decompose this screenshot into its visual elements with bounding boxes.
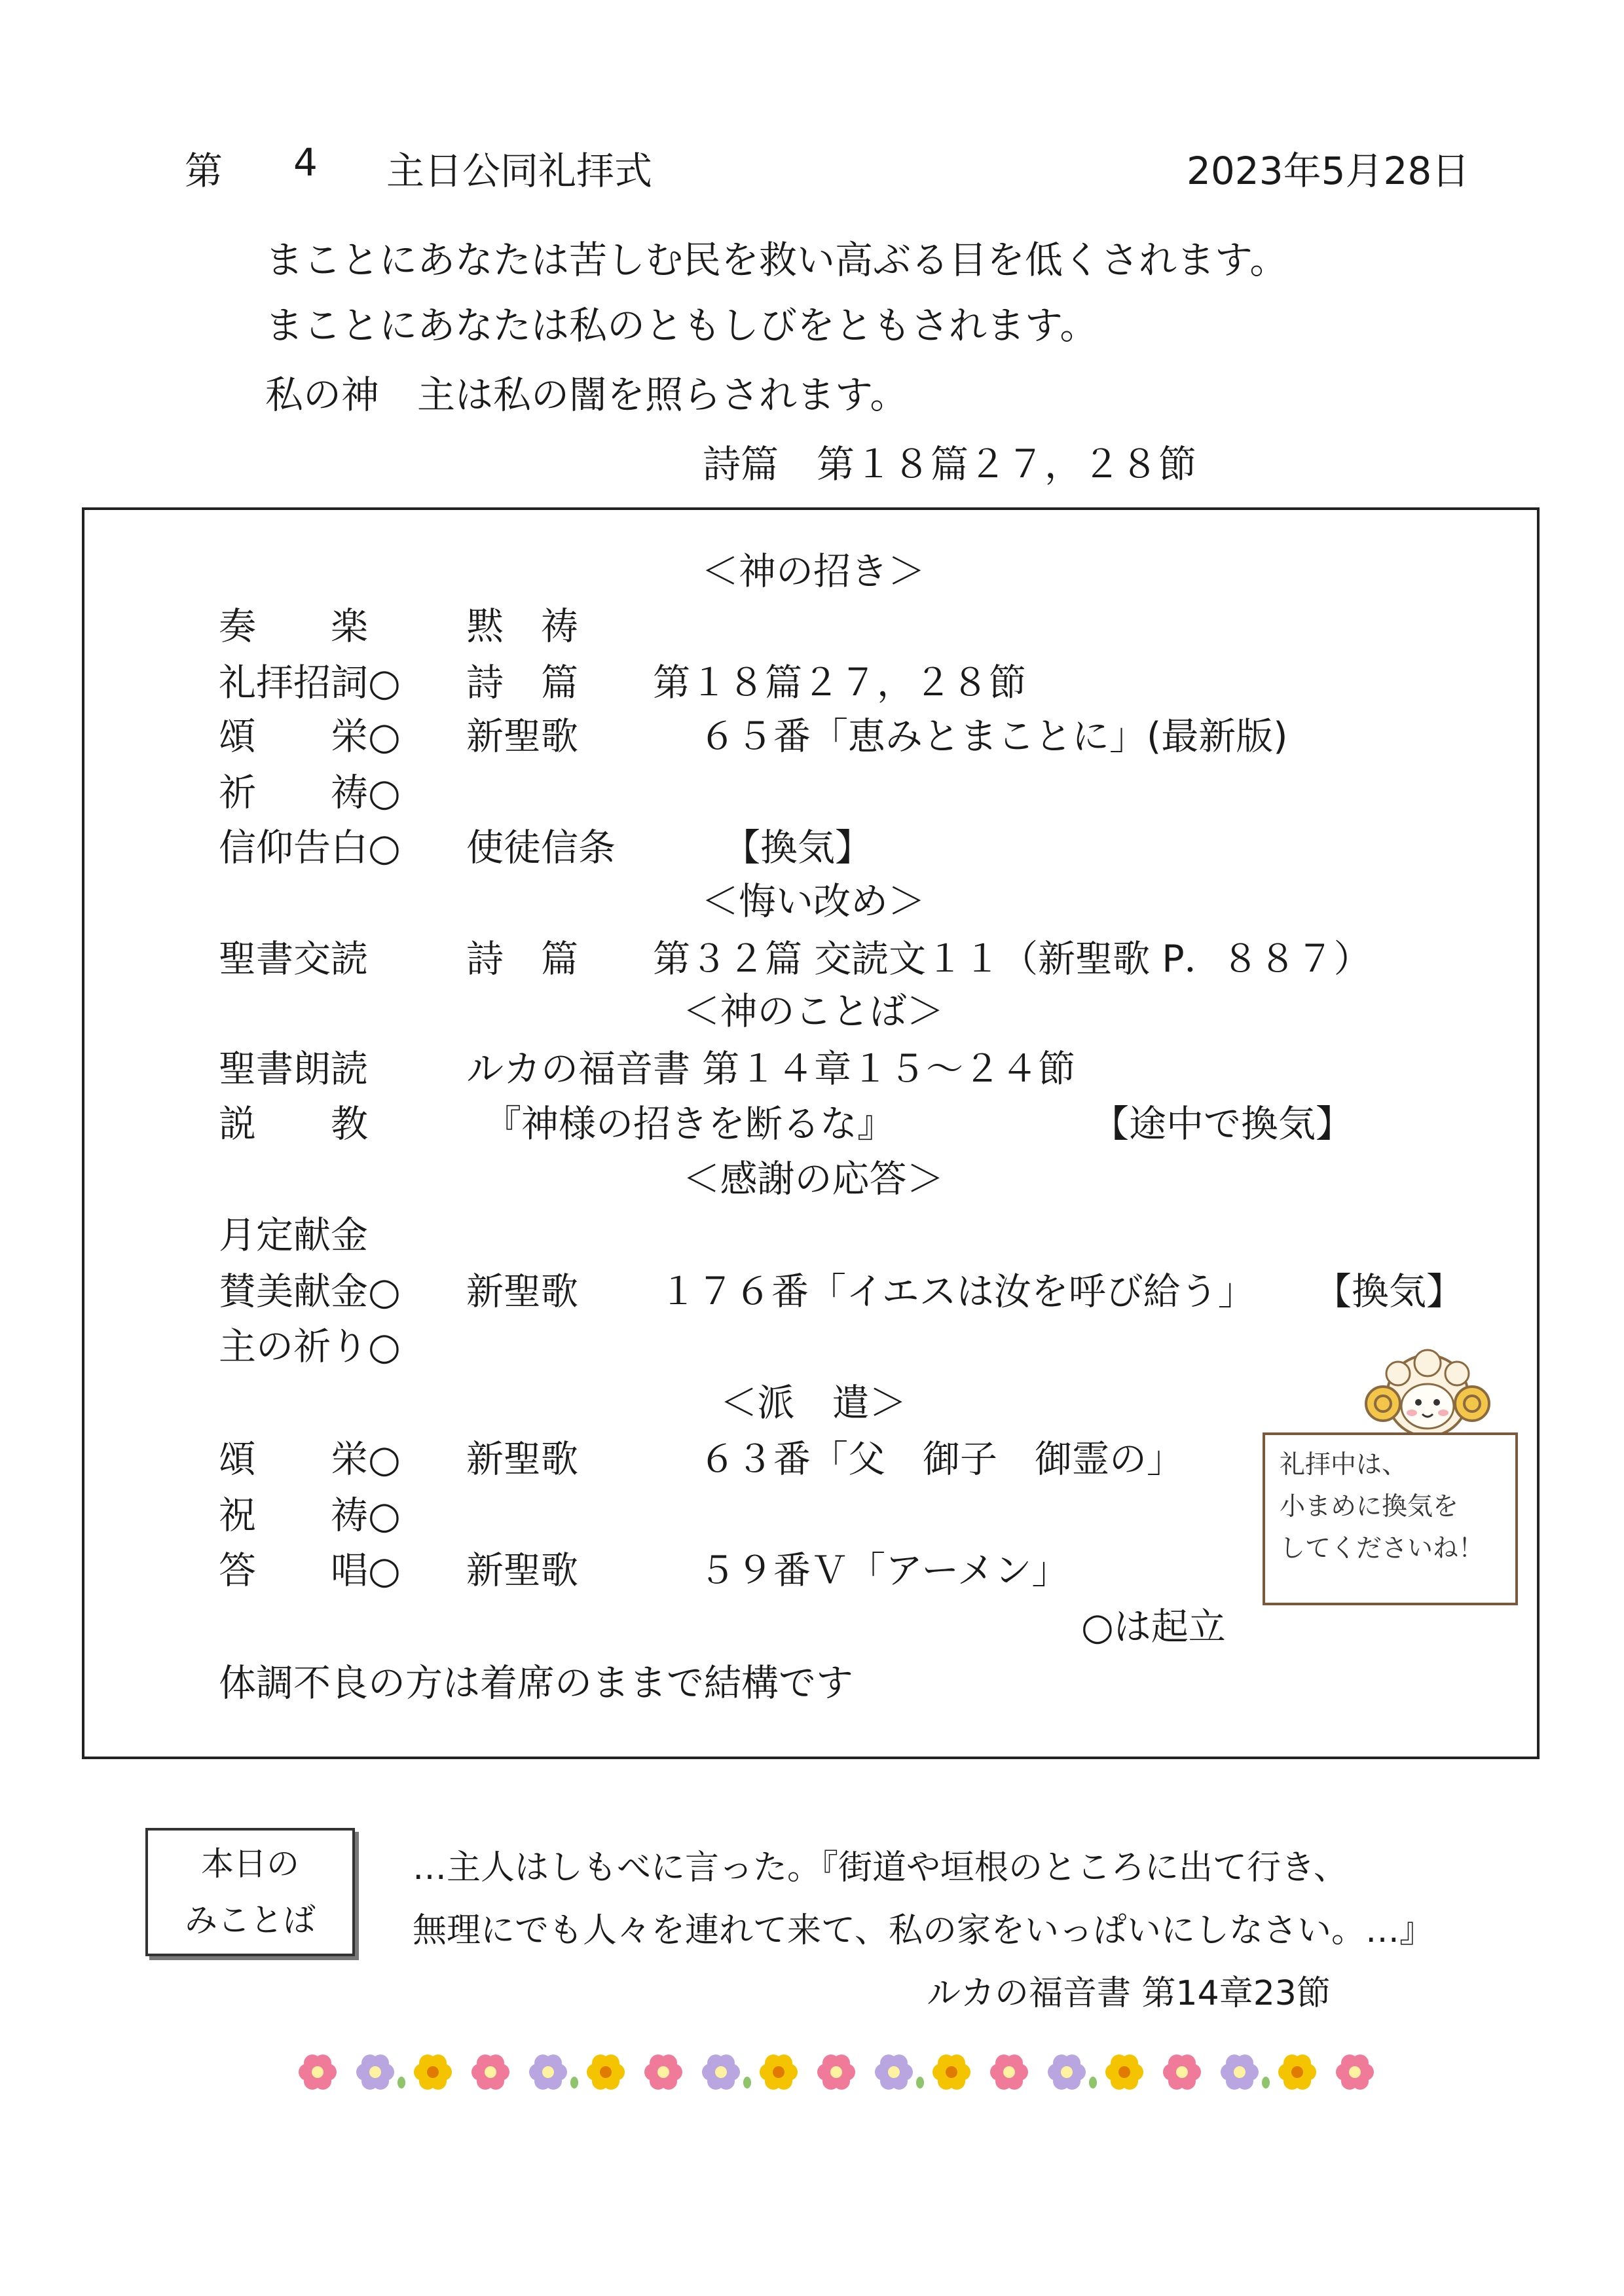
flower-icon: [817, 2054, 855, 2090]
flower-icon: [702, 2054, 740, 2090]
todays-word-reference: ルカの福音書 第14章23節: [927, 1974, 1331, 2013]
verse-line-2: まことにあなたは私のともしびをともされます。: [265, 303, 1098, 348]
flower-icon: [587, 2054, 625, 2090]
todays-word-label-line-2: みことば: [185, 1901, 316, 1939]
offering-hymn: １７６番「イエスは汝を呼び給う」: [659, 1270, 1255, 1313]
verse-line-3: 私の神 主は私の闇を照らされます。: [265, 373, 908, 417]
sermon-title: 『神様の招きを断るな』: [484, 1102, 895, 1146]
flower-icon: [414, 2054, 452, 2090]
ventilation-memo: [1263, 1432, 1518, 1605]
leaf-icon: [916, 2077, 924, 2088]
leaf-icon: [1089, 2077, 1097, 2088]
service-date: 2023年5月28日: [1187, 149, 1470, 193]
flower-icon: [644, 2054, 682, 2090]
monthly-offering-label: 月定献金: [219, 1214, 368, 1257]
section-thanks: ＜感謝の応答＞: [682, 1157, 944, 1201]
section-repentance: ＜悔い改め＞: [701, 880, 925, 923]
prelude-value: 黙 祷: [466, 605, 578, 648]
amen-label: 答 唱○: [219, 1549, 401, 1592]
offering-book: 新聖歌: [466, 1270, 578, 1313]
flower-icon: [471, 2054, 509, 2090]
flower-icon: [932, 2054, 970, 2090]
verse-reference: 詩篇 第１８篇２７，２８節: [703, 442, 1197, 486]
week-prefix: 第: [185, 149, 223, 193]
leaf-icon: [1262, 2077, 1270, 2088]
flower-icon: [529, 2054, 567, 2090]
flower-icon: [299, 2054, 337, 2090]
todays-word-line-2: 無理にでも人々を連れて来て、私の家をいっぱいにしなさい。…』: [413, 1911, 1433, 1950]
sheep-mascot-icon: [1362, 1349, 1493, 1440]
responsive-book: 詩 篇: [466, 938, 578, 981]
reading-label: 聖書朗読: [219, 1048, 368, 1091]
call-reference: 第１８篇２７，２８節: [653, 661, 1026, 704]
benediction-label: 祝 祷○: [219, 1494, 401, 1537]
flower-border-icon: [288, 2043, 1388, 2102]
health-note: 体調不良の方は着席のままで結構です: [219, 1662, 853, 1705]
flower-icon: [1105, 2054, 1143, 2090]
creed-value: 使徒信条: [466, 826, 616, 869]
offering-label: 賛美献金○: [219, 1270, 401, 1313]
responsive-label: 聖書交読: [219, 938, 368, 981]
memo-line-3: してくださいね！: [1280, 1534, 1485, 1563]
call-book: 詩 篇: [466, 661, 578, 704]
stand-note: ○は起立: [1081, 1605, 1226, 1649]
creed-note: 【換気】: [723, 826, 872, 869]
memo-line-2: 小まめに換気を: [1280, 1492, 1459, 1522]
flower-icon: [990, 2054, 1028, 2090]
offering-note: 【換気】: [1314, 1270, 1464, 1313]
leaf-icon: [570, 2077, 578, 2088]
leaf-icon: [743, 2077, 751, 2088]
flower-icon: [875, 2054, 913, 2090]
memo-line-1: 礼拝中は、: [1280, 1450, 1408, 1480]
section-call: ＜神の招き＞: [701, 550, 925, 593]
flower-icon: [1048, 2054, 1086, 2090]
praise2-label: 頌 栄○: [219, 1438, 401, 1481]
todays-word-label-line-1: 本日の: [201, 1845, 299, 1883]
flower-icon: [760, 2054, 798, 2090]
flower-icon: [1278, 2054, 1316, 2090]
flower-icon: [1336, 2054, 1374, 2090]
verse-line-1: まことにあなたは苦しむ民を救い高ぶる目を低くされます。: [265, 238, 1288, 282]
prayer-label: 祈 祷○: [219, 771, 401, 814]
amen-hymn: ５９番Ｖ「アーメン」: [699, 1549, 1069, 1592]
reading-value: ルカの福音書 第１４章１５～２４節: [466, 1048, 1076, 1091]
flower-icon: [356, 2054, 394, 2090]
section-sending: ＜派 遣＞: [720, 1381, 907, 1425]
praise1-hymn: ６５番「恵みとまことに」(最新版): [699, 715, 1288, 758]
praise2-book: 新聖歌: [466, 1438, 578, 1481]
praise2-hymn: ６３番「父 御子 御霊の」: [699, 1438, 1184, 1481]
todays-word-line-1: …主人はしもべに言った。『街道や垣根のところに出て行き、: [413, 1848, 1348, 1887]
responsive-reference: 第３２篇 交読文１１（新聖歌 P．８８７）: [653, 938, 1371, 981]
amen-book: 新聖歌: [466, 1549, 578, 1592]
sermon-label: 説 教: [219, 1102, 368, 1146]
praise1-book: 新聖歌: [466, 715, 578, 758]
section-word: ＜神のことば＞: [682, 990, 944, 1033]
todays-word-label: [145, 1828, 355, 1956]
creed-label: 信仰告白○: [219, 826, 401, 869]
leaf-icon: [397, 2077, 405, 2088]
call-label: 礼拝招詞○: [219, 661, 401, 704]
flower-icon: [1163, 2054, 1201, 2090]
flower-icon: [1221, 2054, 1259, 2090]
week-number: 4: [293, 140, 318, 185]
praise1-label: 頌 栄○: [219, 715, 401, 758]
lords-prayer-label: 主の祈り○: [219, 1325, 401, 1368]
service-title: 主日公同礼拝式: [386, 149, 653, 193]
prelude-label: 奏 楽: [219, 605, 368, 648]
sermon-note: 【途中で換気】: [1092, 1102, 1353, 1146]
